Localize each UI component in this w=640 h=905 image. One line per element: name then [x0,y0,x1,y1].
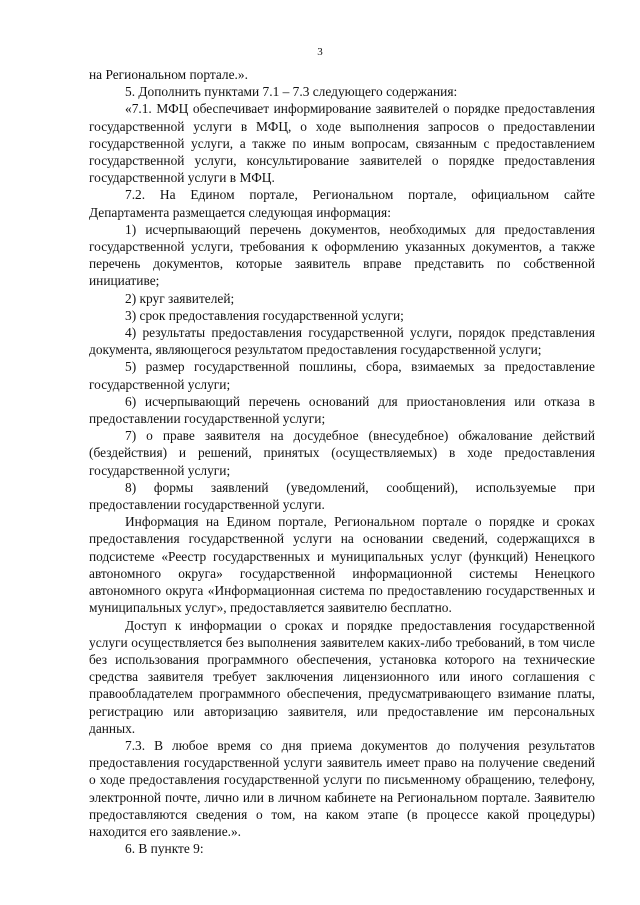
paragraph: Информация на Едином портале, Региональном портале о порядке и сроках предоставления государственной услуги на основании сведений, содержащихся в подсистеме «Реестр государственных и муниципальных услуг (функций) Ненецкого автономного округа» государственной информационной системы Ненецкого автономного округа «Информационная система по предоставлению государственных и муниципальных услуг», предоставляется заявителю бесплатно. [89,514,595,616]
page-number: 3 [317,46,323,58]
paragraph: 5) размер государственной пошлины, сбора, взимаемых за предоставление государственной услуги; [89,359,595,392]
paragraph: 8) формы заявлений (уведомлений, сообщений), используемые при предоставлении государственной услуги. [89,479,595,513]
paragraph: 1) исчерпывающий перечень документов, необходимых для предоставления государственной услуги, требования к оформлению указанных документов, а также перечень документов, которые заявитель вправе представить по собственной инициативе; [89,221,595,289]
paragraph: Доступ к информации о сроках и порядке предоставления государственной услуги осуществляется без выполнения заявителем каких-либо требований, в том числе без использования программного обеспечения, установка которого на технические средства заявителя требует заключения лицензионного или иного соглашения с правообладателем программного обеспечения, предусматривающего взимание платы, регистрацию или авторизацию заявителя, или предоставление им персональных данных. [89,617,595,736]
paragraph: 2) круг заявителей; [125,290,235,306]
paragraph: на Региональном портале.». [89,67,248,82]
document-body [89,66,595,857]
paragraph: «7.1. МФЦ обеспечивает информирование заявителей о порядке предоставления государственной услуги в МФЦ, о ходе выполнения запросов о предоставлении государственной услуги, а также по иным вопросам, связанным с предоставлением государственной услуги, консультирование заявителей о порядке предоставления государственной услуги в МФЦ. [89,101,595,186]
paragraph: 6) исчерпывающий перечень оснований для приостановления или отказа в предоставлении государственной услуги; [89,393,595,427]
paragraph: 3) срок предоставления государственной услуги; [125,307,404,323]
paragraph: 7.3. В любое время со дня приема документов до получения результатов предоставления государственной услуги заявитель имеет право на получение сведений о ходе предоставления государственной услуги по письменному обращению, телефону, электронной почте, лично или в личном кабинете на Региональном портале. Заявителю предоставляются сведения о том, на каком этапе (в процессе какой процедуры) находится его заявление.». [89,737,595,839]
paragraph: 7.2. На Едином портале, Региональном портале, официальном сайте Департамента размещается следующая информация: [89,187,595,220]
paragraph: 7) о праве заявителя на досудебное (внесудебное) обжалование действий (бездействия) и решений, принятых (осуществляемых) в ходе предоставления государственной услуги; [89,428,595,478]
paragraph: 5. Дополнить пунктами 7.1 – 7.3 следующего содержания: [125,84,458,100]
paragraph: 6. В пункте 9: [125,841,204,857]
paragraph: 4) результаты предоставления государственной услуги, порядок представления документа, являющегося результатом предоставления государственной услуги; [89,325,595,358]
